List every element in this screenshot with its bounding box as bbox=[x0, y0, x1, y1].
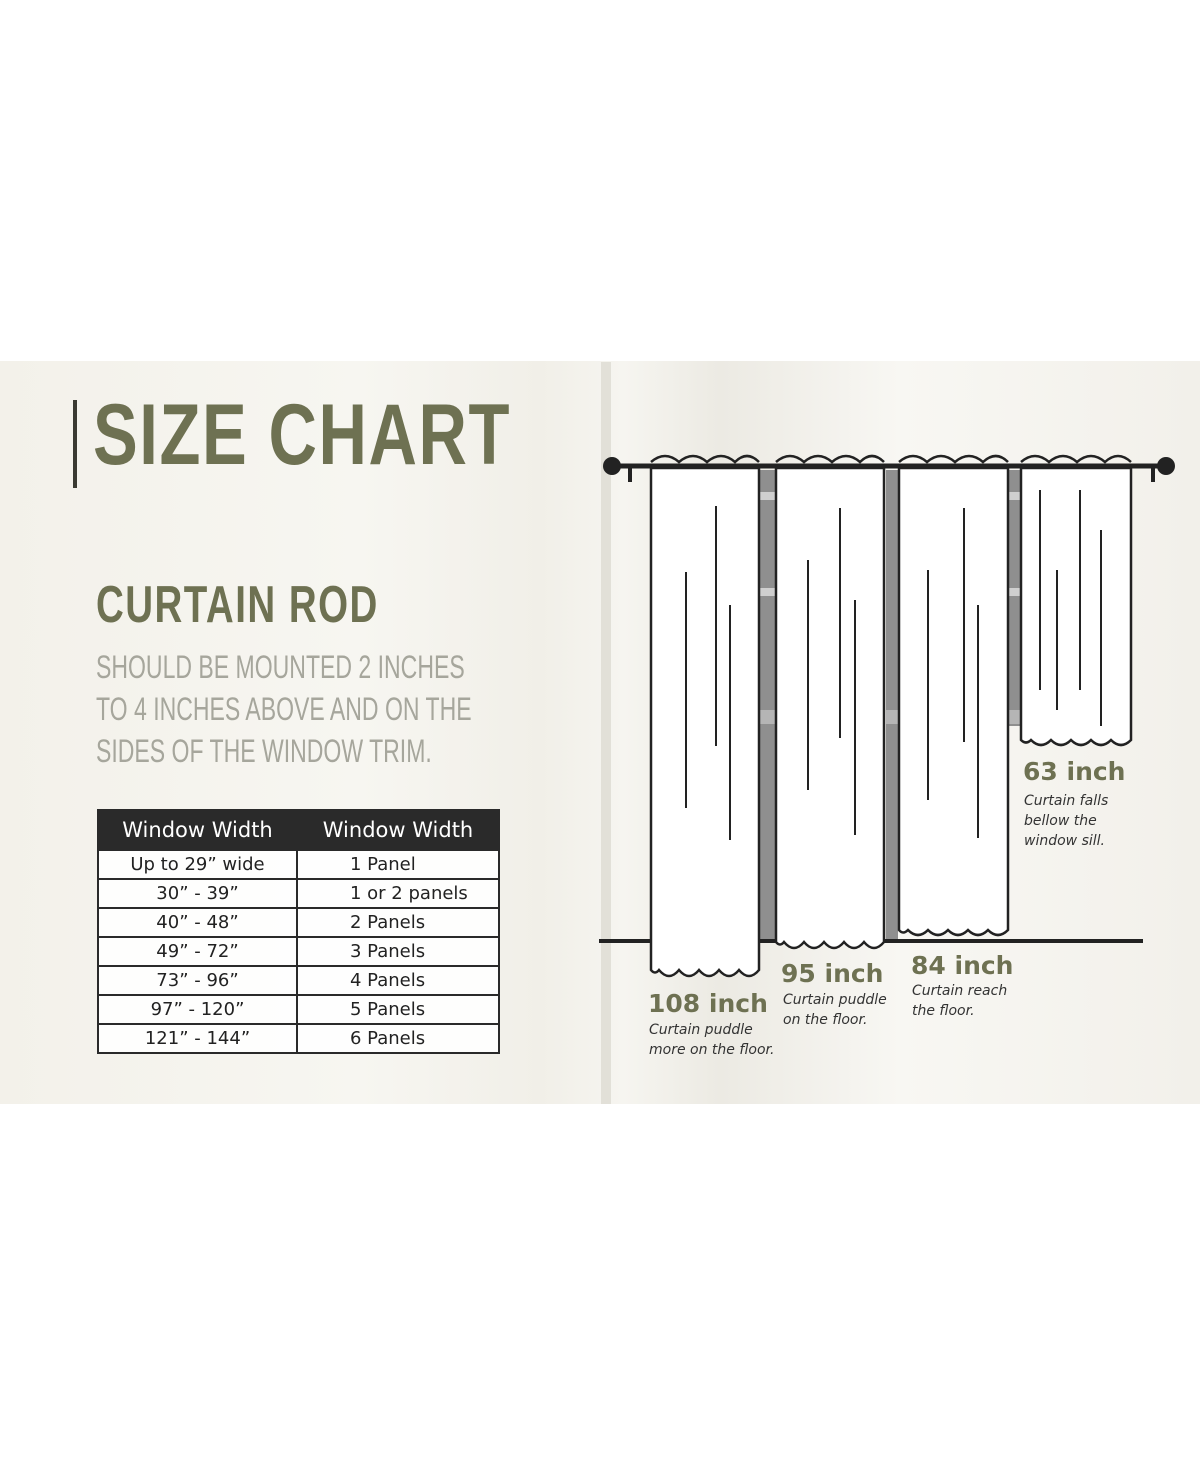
curtain-95 bbox=[776, 456, 884, 948]
curtain-length-label: 95 inch bbox=[781, 959, 884, 988]
column-header: Window Width bbox=[297, 810, 499, 850]
curtain-84 bbox=[899, 456, 1008, 935]
panels-cell: 2 Panels bbox=[297, 908, 499, 937]
panels-cell: 1 or 2 panels bbox=[297, 879, 499, 908]
section-subtitle: CURTAIN ROD bbox=[96, 576, 379, 634]
curtain-length-label: 84 inch bbox=[911, 951, 1014, 980]
width-cell: 49” - 72” bbox=[98, 937, 297, 966]
width-cell: 73” - 96” bbox=[98, 966, 297, 995]
width-cell: 40” - 48” bbox=[98, 908, 297, 937]
curtain-note-line: Curtain falls bbox=[1024, 793, 1109, 809]
curtain-note-line: more on the floor. bbox=[649, 1042, 775, 1058]
width-cell: 121” - 144” bbox=[98, 1024, 297, 1053]
curtain-note-line: the floor. bbox=[912, 1003, 975, 1019]
curtain-note-line: Curtain puddle bbox=[783, 992, 887, 1008]
curtain-note-line: on the floor. bbox=[783, 1012, 868, 1028]
curtain-note-line: window sill. bbox=[1024, 833, 1105, 849]
panels-cell: 3 Panels bbox=[297, 937, 499, 966]
description-line: SHOULD BE MOUNTED 2 INCHES bbox=[96, 649, 465, 685]
column-header: Window Width bbox=[98, 810, 297, 850]
description-line: TO 4 INCHES ABOVE AND ON THE bbox=[96, 691, 472, 727]
curtain-108 bbox=[651, 456, 759, 976]
panels-cell: 6 Panels bbox=[297, 1024, 499, 1053]
panels-cell: 5 Panels bbox=[297, 995, 499, 1024]
description-line: SIDES OF THE WINDOW TRIM. bbox=[96, 733, 432, 769]
panels-cell: 4 Panels bbox=[297, 966, 499, 995]
width-cell: 97” - 120” bbox=[98, 995, 297, 1024]
curtain-note-line: bellow the bbox=[1024, 813, 1097, 829]
curtain-length-label: 108 inch bbox=[648, 989, 768, 1018]
width-cell: 30” - 39” bbox=[98, 879, 297, 908]
panels-cell: 1 Panel bbox=[297, 850, 499, 879]
curtain-length-label: 63 inch bbox=[1023, 757, 1126, 786]
width-cell: Up to 29” wide bbox=[98, 850, 297, 879]
curtain-note-line: Curtain puddle bbox=[649, 1022, 753, 1038]
curtain-note-line: Curtain reach bbox=[912, 983, 1008, 999]
page-title: SIZE CHART bbox=[93, 387, 512, 483]
curtain-63 bbox=[1021, 456, 1131, 745]
